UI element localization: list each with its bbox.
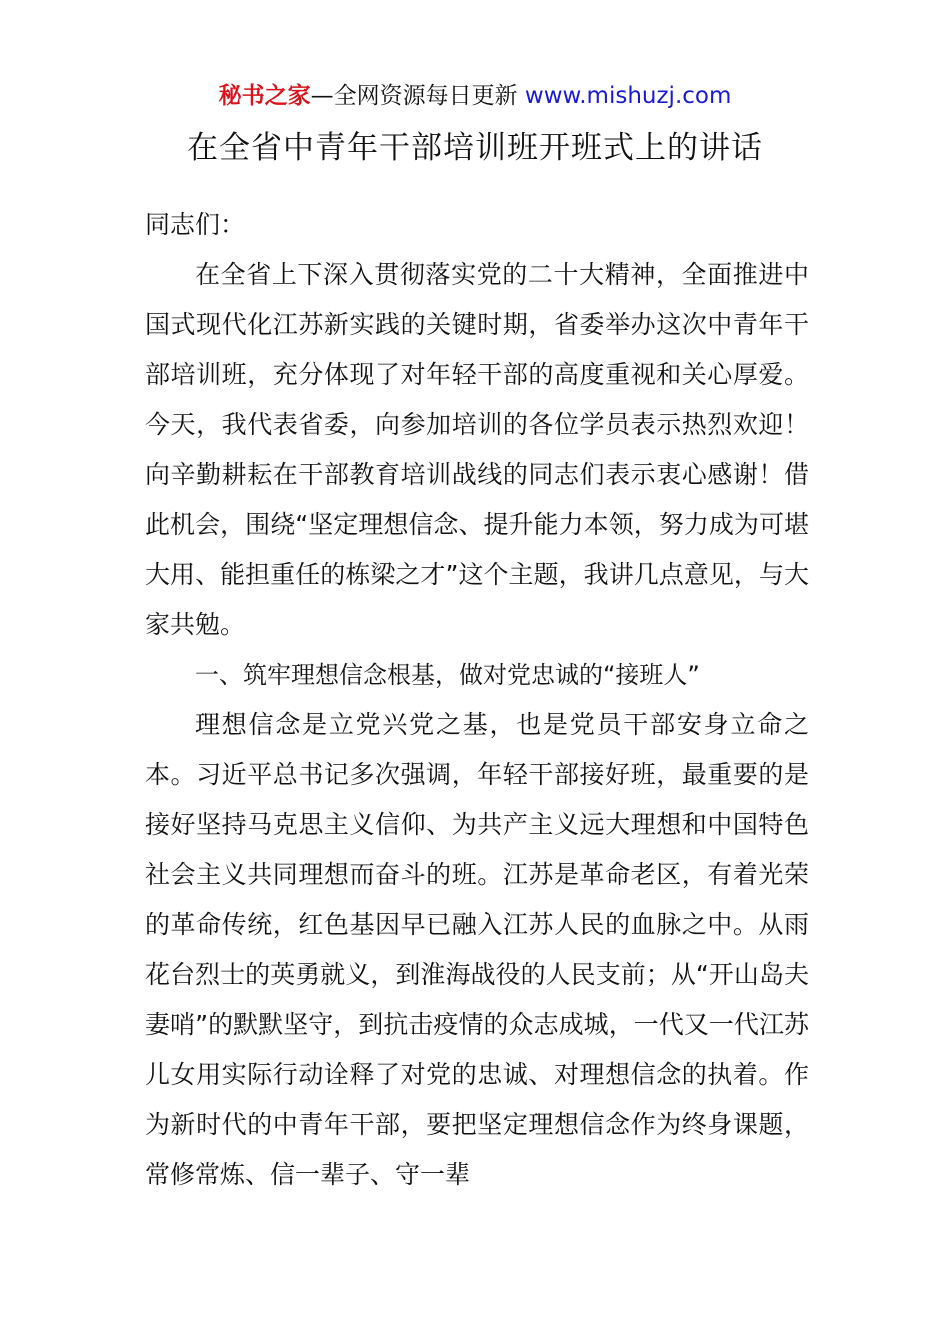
brand-name: 秘书之家 bbox=[218, 83, 311, 109]
paragraph-section-1: 理想信念是立党兴党之基，也是党员干部安身立命之本。习近平总书记多次强调，年轻干部接好班，最重要的是接好坚持马克思主义信仰、为共产主义远大理想和中国特色社会主义共同理想而奋斗的班。江苏是革命老区，有着光荣的革命传统，红色基因早已融入江苏人民的血脉之中。从雨花台烈士的英勇就义，到淮海战役的人民支前；从“开山岛夫妻哨”的默默坚守，到抗击疫情的众志成城，一代又一代江苏儿女用实际行动诠释了对党的忠诚、对理想信念的执着。作为新时代的中青年干部，要把坚定理想信念作为终身课题，常修常炼、信一辈子、守一辈 bbox=[145, 710, 809, 1189]
site-header bbox=[0, 80, 950, 112]
site-url-link[interactable]: www.mishuzj.com bbox=[524, 83, 732, 109]
section-heading: 一、筑牢理想信念根基，做对党忠诚的“接班人” bbox=[195, 661, 700, 689]
salutation: 同志们： bbox=[145, 210, 246, 239]
paragraph-intro: 在全省上下深入贯彻落实党的二十大精神，全面推进中国式现代化江苏新实践的关键时期，省委举办这次中青年干部培训班，充分体现了对年轻干部的高度重视和关心厚爱。今天，我代表省委，向参加培训的各位学员表示热烈欢迎！向辛勤耕耘在干部教育培训战线的同志们表示衷心感谢！借此机会，围绕“坚定理想信念、提升能力本领，努力成为可堪大用、能担重任的栋梁之才”这个主题，我讲几点意见，与大家共勉。 bbox=[145, 260, 809, 639]
document-body bbox=[145, 200, 809, 1200]
header-slogan: —全网资源每日更新 bbox=[310, 83, 525, 109]
document-title: 在全省中青年干部培训班开班式上的讲话 bbox=[187, 130, 763, 166]
